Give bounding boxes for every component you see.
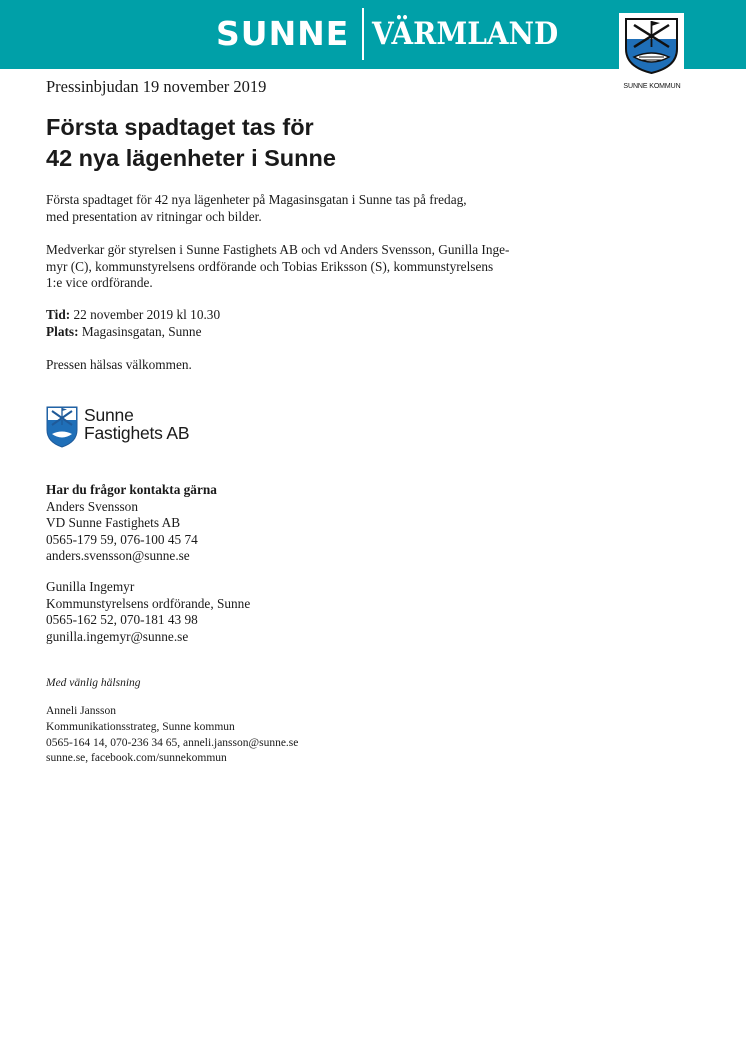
time-label: Tid: xyxy=(46,307,71,322)
contact-block-1 xyxy=(46,482,217,565)
signoff-block xyxy=(46,704,298,767)
coat-of-arms-icon xyxy=(624,17,679,75)
logo-line: Sunne xyxy=(84,405,134,425)
event-place xyxy=(46,324,220,341)
title-line: Första spadtaget tas för xyxy=(46,114,314,140)
greeting-line: Med vänlig hälsning xyxy=(46,677,141,689)
crest-caption: SUNNE KOMMUN xyxy=(623,83,681,90)
municipal-crest xyxy=(619,13,684,82)
signoff-greeting xyxy=(46,675,141,692)
brand-divider xyxy=(362,8,364,60)
page-title xyxy=(46,112,336,174)
logo-line: Fastighets AB xyxy=(84,423,190,443)
paragraph-line: myr (C), kommunstyrelsens ordförande och Tobias Eriksson (S), kommunstyrelsens xyxy=(46,258,494,274)
signoff-contact: 0565-164 14, 070-236 34 65, anneli.jansson@sunne.se xyxy=(46,736,299,749)
contact-title: VD Sunne Fastighets AB xyxy=(46,515,181,530)
signoff-web: sunne.se, facebook.com/sunnekommun xyxy=(46,752,227,765)
paragraph-line: Pressen hälsas välkommen. xyxy=(46,357,192,372)
place-value: Magasinsgatan, Sunne xyxy=(81,323,202,339)
contact-phone: 0565-179 59, 076-100 45 74 xyxy=(46,531,198,547)
company-logo-text xyxy=(84,406,189,442)
contact-title: Kommunstyrelsens ordförande, Sunne xyxy=(46,595,251,611)
brand-varmland: VÄRMLAND xyxy=(372,16,559,52)
signoff-title: Kommunikationsstrateg, Sunne kommun xyxy=(46,720,235,733)
contact-email: gunilla.ingemyr@sunne.se xyxy=(46,628,189,644)
contact-phone: 0565-162 52, 070-181 43 98 xyxy=(46,612,198,627)
press-dateline: Pressinbjudan 19 november 2019 xyxy=(46,77,267,96)
intro-paragraph xyxy=(46,192,467,225)
place-label: Plats: xyxy=(46,323,79,339)
signoff-name: Anneli Jansson xyxy=(46,705,116,717)
paragraph-line: Första spadtaget för 42 nya lägenheter på Magasinsgatan i Sunne tas på fredag, xyxy=(46,192,467,207)
event-time xyxy=(46,307,220,324)
welcome-text xyxy=(46,357,192,374)
paragraph-line: med presentation av ritningar och bilder. xyxy=(46,208,262,224)
paragraph-line: Medverkar gör styrelsen i Sunne Fastighets AB och vd Anders Svensson, Gunilla Inge- xyxy=(46,242,510,257)
contact-email: anders.svensson@sunne.se xyxy=(46,548,190,563)
brand-sunne: SUNNE xyxy=(216,14,350,53)
sunne-fastighets-logo-icon xyxy=(46,406,78,448)
contacts-heading: Har du frågor kontakta gärna xyxy=(46,482,217,497)
paragraph-line: 1:e vice ordförande. xyxy=(46,275,153,290)
time-value: 22 november 2019 kl 10.30 xyxy=(73,307,221,322)
event-details xyxy=(46,307,220,340)
contact-name: Gunilla Ingemyr xyxy=(46,579,135,594)
title-line: 42 nya lägenheter i Sunne xyxy=(46,145,336,171)
participants-paragraph xyxy=(46,242,509,292)
contact-name: Anders Svensson xyxy=(46,498,138,514)
contact-block-2 xyxy=(46,579,250,645)
